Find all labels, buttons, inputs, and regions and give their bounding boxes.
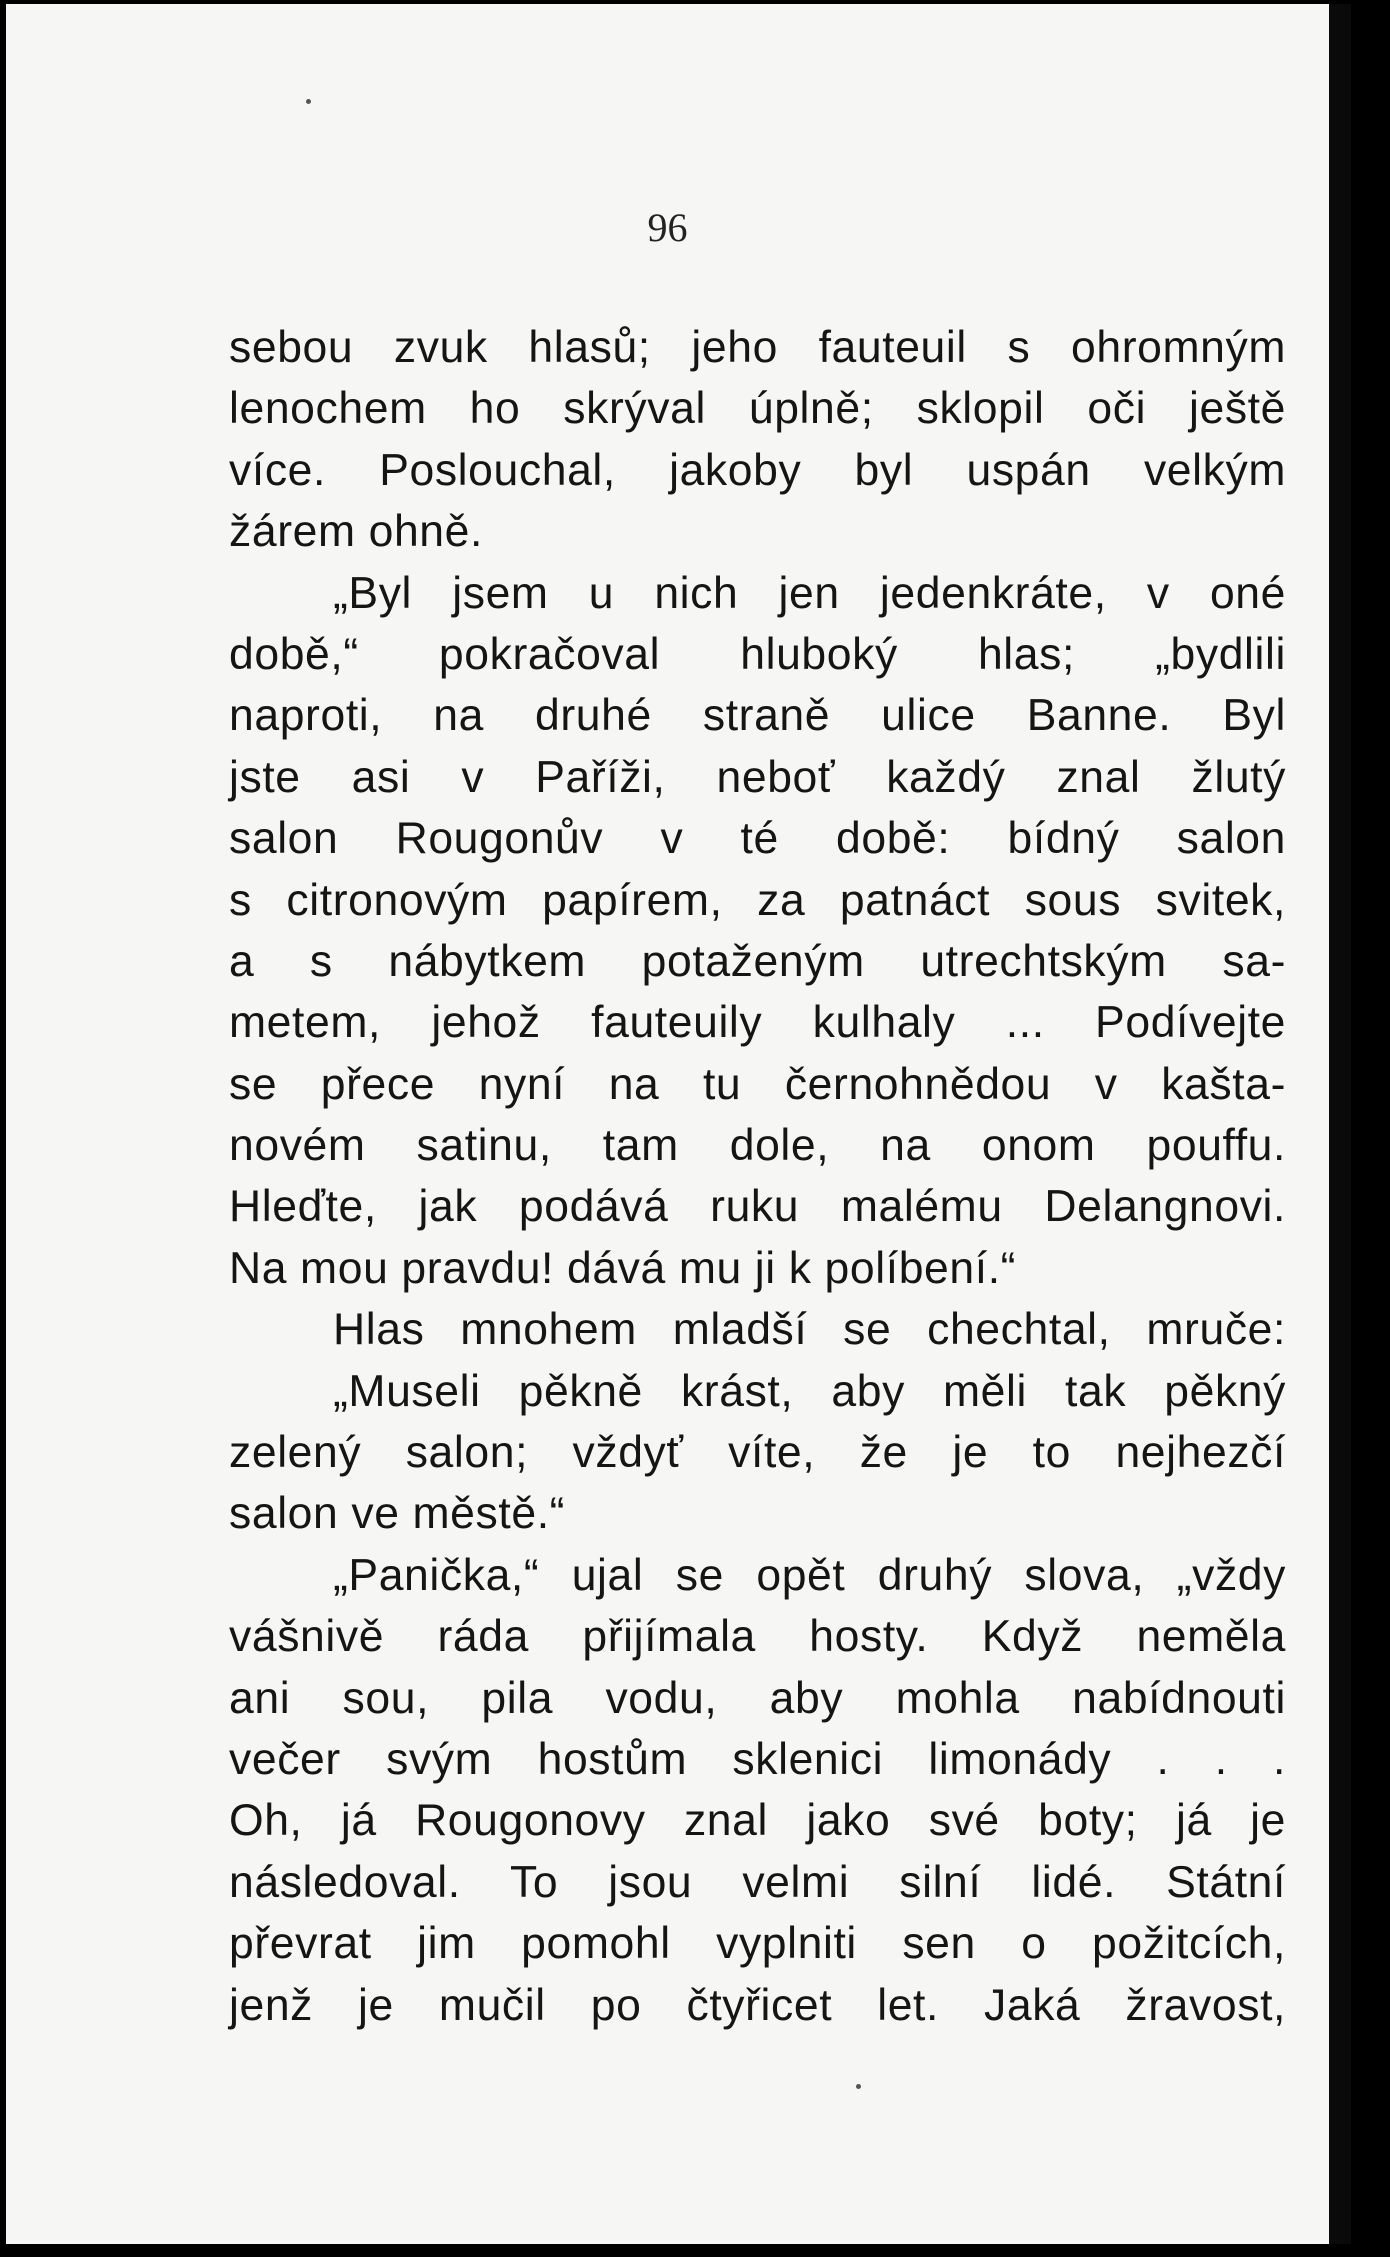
text-line: jenž je mučil po čtyřicet let. Jaká žravost, bbox=[229, 1980, 1286, 2030]
page-number: 96 bbox=[647, 205, 688, 250]
text-line: „Museli pěkně krást, aby měli tak pěkný bbox=[333, 1366, 1286, 1416]
text-line: následoval. To jsou velmi silní lidé. Státní bbox=[229, 1857, 1286, 1907]
body-text bbox=[229, 317, 1286, 2036]
text-line: večer svým hostům sklenici limonády . . . bbox=[229, 1734, 1286, 1784]
text-line: naproti, na druhé straně ulice Banne. Byl bbox=[229, 691, 1286, 741]
text-line: lenochem ho skrýval úplně; sklopil oči ještě bbox=[229, 384, 1286, 434]
text-line: salon ve městě.“ bbox=[229, 1489, 566, 1539]
text-line: metem, jehož fauteuily kulhaly ... Podívejte bbox=[229, 998, 1286, 1048]
text-line: „Byl jsem u nich jen jedenkráte, v oné bbox=[333, 568, 1286, 618]
text-line: se přece nyní na tu černohnědou v kašta- bbox=[229, 1059, 1286, 1109]
book-page bbox=[6, 4, 1351, 2244]
text-line: salon Rougonův v té době: bídný salon bbox=[229, 814, 1286, 864]
text-line: Oh, já Rougonovy znal jako své boty; já je bbox=[229, 1796, 1286, 1846]
text-line: novém satinu, tam dole, na onom pouffu. bbox=[229, 1121, 1286, 1171]
text-line: době,“ pokračoval hluboký hlas; „bydlili bbox=[229, 629, 1286, 679]
paper-speck bbox=[856, 2084, 861, 2089]
text-line: převrat jim pomohl vyplniti sen o požitcích, bbox=[229, 1919, 1286, 1969]
text-line: jste asi v Paříži, neboť každý znal žlutý bbox=[229, 752, 1286, 802]
text-line: ani sou, pila vodu, aby mohla nabídnouti bbox=[229, 1673, 1286, 1723]
paper-speck bbox=[306, 99, 311, 104]
text-line: Na mou pravdu! dává mu ji k políbení.“ bbox=[229, 1243, 1017, 1293]
text-line: „Panička,“ ujal se opět druhý slova, „vždy bbox=[333, 1550, 1286, 1600]
text-line: Hleďte, jak podává ruku malému Delangnovi. bbox=[229, 1182, 1286, 1232]
text-line: vášnivě ráda přijímala hosty. Když neměla bbox=[229, 1612, 1286, 1662]
text-line: žárem ohně. bbox=[229, 507, 483, 557]
text-line: více. Poslouchal, jakoby byl uspán velkým bbox=[229, 445, 1286, 495]
text-line: sebou zvuk hlasů; jeho fauteuil s ohromným bbox=[229, 323, 1286, 372]
text-line: Hlas mnohem mladší se chechtal, mruče: bbox=[333, 1305, 1286, 1355]
text-line: zelený salon; vždyť víte, že je to nejhezčí bbox=[229, 1428, 1286, 1478]
text-line: s citronovým papírem, za patnáct sous svitek, bbox=[229, 875, 1286, 925]
text-line: a s nábytkem potaženým utrechtským sa- bbox=[229, 936, 1286, 986]
